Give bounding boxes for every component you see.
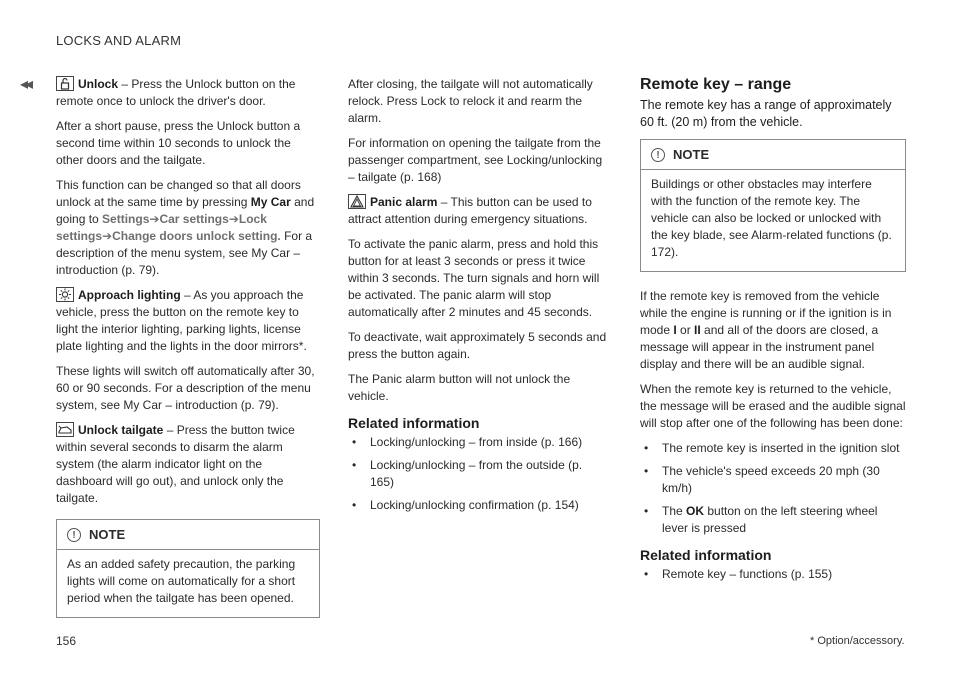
page-header: LOCKS AND ALARM — [56, 33, 182, 48]
ok-text-b: button on the left steering wheel lever is pressed — [662, 504, 878, 535]
note-header — [641, 140, 905, 170]
related-info-heading: Related information — [348, 415, 480, 431]
note-title: NOTE — [89, 527, 126, 542]
removed-text-b: and all of the doors are closed, a message will appear in the instrument panel display and there will be an audible signal. — [640, 323, 879, 371]
column-3 — [640, 76, 906, 589]
conditions-list — [640, 440, 906, 537]
removed-text-a: If the remote key is removed from the vehicle while the engine is running or if the ignition is in mode — [640, 289, 892, 337]
menu-arrow-icon: ➔ — [149, 212, 160, 226]
menu-arrow-icon: ➔ — [228, 212, 239, 226]
after-closing-paragraph: After closing, the tailgate will not automatically relock. Press Lock to relock it and rearm the alarm. — [348, 77, 593, 125]
menu-lock-settings: Lock settings — [56, 212, 267, 243]
column-1 — [56, 76, 320, 618]
note-box — [56, 519, 320, 618]
info-icon: ! — [67, 528, 81, 542]
unlock-icon — [56, 76, 74, 91]
approach-label: Approach lighting — [78, 288, 181, 302]
related-info-heading: Related information — [640, 547, 772, 563]
approach-text: – As you approach the vehicle, press the button on the remote key to light the interior lighting, parking lights, license plate lighting and the lights in the door mirrors*. — [56, 288, 307, 353]
related-link[interactable]: • Locking/unlocking confirmation (p. 154) — [348, 497, 608, 514]
related-link[interactable]: • Locking/unlocking – from the outside (p. 165) — [348, 457, 608, 491]
my-car-label: My Car — [250, 195, 291, 209]
ok-label: OK — [686, 504, 705, 518]
info-icon: ! — [651, 148, 665, 162]
note-header — [57, 520, 319, 550]
ok-text-a: The — [662, 504, 687, 518]
note-title: NOTE — [673, 147, 710, 162]
related-link[interactable]: • Locking/unlocking – from inside (p. 166) — [348, 434, 608, 451]
column-2 — [348, 76, 608, 520]
menu-car-settings: Car settings — [159, 212, 229, 226]
removed-text-or: or — [676, 323, 695, 337]
footnote: * Option/accessory. — [810, 635, 905, 647]
panic-paragraph — [348, 194, 608, 228]
mode-i: I — [673, 323, 677, 337]
removed-key-paragraph — [640, 288, 906, 373]
note-box — [640, 139, 906, 272]
approach-paragraph — [56, 287, 320, 355]
range-lead: The remote key has a range of approximately 60 ft. (20 m) from the vehicle. — [640, 98, 892, 129]
note-text: Buildings or other obstacles may interfere with the function of the remote key. The vehicle can also be locked or unlocked with the key blade, see Alarm-related functions (p. 172). — [651, 177, 892, 259]
panic-not-unlock-paragraph: The Panic alarm button will not unlock the vehicle. — [348, 372, 571, 403]
panic-label: Panic alarm — [370, 195, 438, 209]
related-list — [348, 434, 608, 514]
unlock-tailgate-paragraph — [56, 422, 320, 507]
function-text-b: and going to — [56, 195, 315, 226]
tailgate-icon — [56, 422, 74, 437]
function-text-a: This function can be changed so that all doors unlock at the same time by pressing — [56, 178, 301, 209]
activate-paragraph: To activate the panic alarm, press and hold this button for at least 3 seconds or press it twice within 3 seconds. The turn signals and horn will be activated. The panic alarm will stop automatically after 2 minutes and 45 seconds. — [348, 237, 600, 319]
info-opening-paragraph: For information on opening the tailgate from the passenger compartment, see Locking/unlocking – tailgate (p. 168) — [348, 136, 603, 184]
panic-text: – This button can be used to attract attention during emergency situations. — [348, 195, 592, 226]
unlock-paragraph — [56, 76, 320, 110]
menu-arrow-icon: ➔ — [102, 229, 113, 243]
related-link[interactable]: • Remote key – functions (p. 155) — [640, 566, 906, 583]
unlock-label: Unlock — [78, 77, 119, 91]
function-paragraph — [56, 177, 320, 279]
lights-off-paragraph: These lights will switch off automatically after 30, 60 or 90 seconds. For a description of the menu system, see My Car – introduction (p. 79). — [56, 364, 315, 412]
list-item — [640, 503, 906, 537]
mode-ii: II — [694, 323, 701, 337]
panic-alarm-icon — [348, 194, 366, 209]
returned-key-paragraph: When the remote key is returned to the vehicle, the message will be erased and the audible signal will stop after one of the following has been done: — [640, 382, 906, 430]
deactivate-paragraph: To deactivate, wait approximately 5 seconds and press the button again. — [348, 330, 607, 361]
section-title: Remote key – range — [640, 76, 792, 93]
unlock-text: – Press the Unlock button on the remote once to unlock the driver's door. — [56, 77, 296, 108]
note-text: As an added safety precaution, the parking lights will come on automatically for a short period when the tailgate has been opened. — [67, 557, 296, 605]
page-number: 156 — [56, 634, 77, 648]
unlock-tailgate-text: – Press the button twice within several seconds to disarm the alarm system (the alarm indicator light on the dashboard will go out), and unlock only the tailgate. — [56, 423, 295, 505]
approach-light-icon — [56, 287, 74, 302]
menu-settings: Settings — [102, 212, 150, 226]
related-list — [640, 566, 906, 583]
function-text-c: For a description of the menu system, see My Car – introduction (p. 79). — [56, 229, 313, 277]
list-item: • The remote key is inserted in the ignition slot — [640, 440, 906, 457]
menu-change-doors: Change doors unlock setting. — [112, 229, 281, 243]
list-item: • The vehicle's speed exceeds 20 mph (30 km/h) — [640, 463, 906, 497]
short-pause-paragraph: After a short pause, press the Unlock button a second time within 10 seconds to unlock the other doors and the tailgate. — [56, 119, 301, 167]
unlock-tailgate-label: Unlock tailgate — [78, 423, 164, 437]
continuation-mark: ◂◂ — [20, 76, 31, 93]
